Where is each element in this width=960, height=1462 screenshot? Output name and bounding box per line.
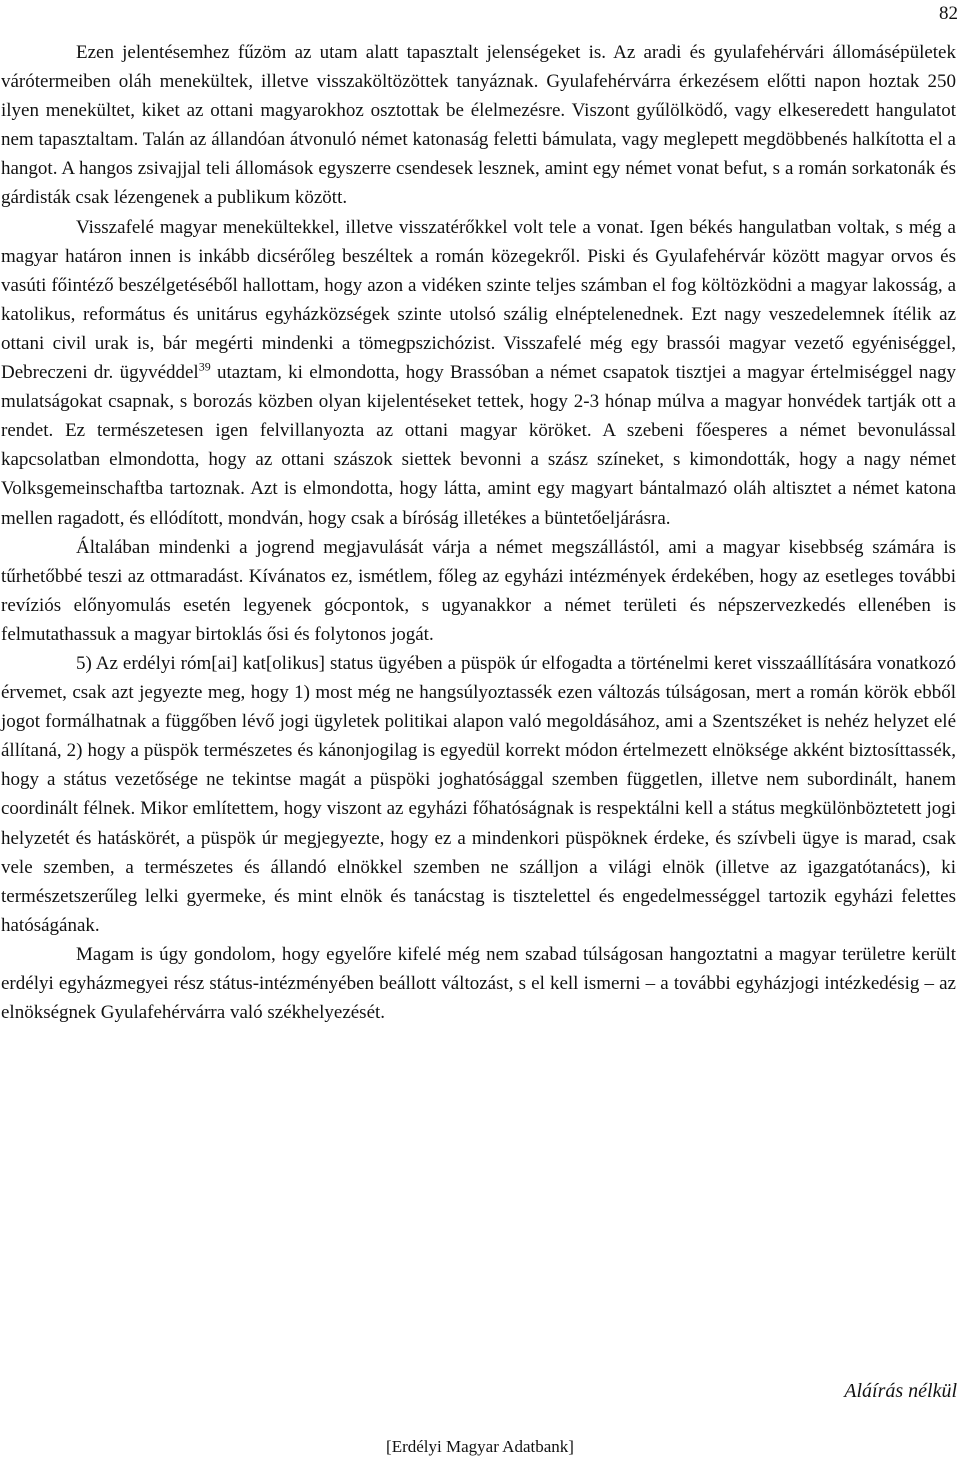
signature-note: Aláírás nélkül	[844, 1380, 957, 1402]
paragraph-2	[1, 213, 956, 533]
footnote-reference: 39	[198, 359, 211, 374]
paragraph-1: Ezen jelentésemhez fűzöm az utam alatt tapasztalt jelenségeket is. Az aradi és gyulafehérvári állomásépületek várótermeiben oláh menekültek, illetve visszaköltözöttek tanyáznak. Gyulafehérvárra érkezésem előtti napon hoztak 250 ilyen menekültet, kiket az ottani magyarokhoz osztottak be élelmezésre. Viszont gyűlölködő, vagy elkeseredett hangulatot nem tapasztaltam. Talán az állandóan átvonuló német katonaság feletti bámulata, vagy meglepett megdöbbenés halkította el a hangot. A hangos zsivajjal teli állomások egyszerre csendesek lesznek, amint egy német vonat befut, s a román sorkatonák és gárdisták csak lézengenek a publikum között.	[1, 42, 956, 209]
paragraph-3: Általában mindenki a jogrend megjavulását várja a német megszállástól, ami a magyar kisebbség számára is tűrhetőbbé teszi az ottmaradást. Kívánatos ez, ismétlem, főleg az egyházi intézmények érdekében, hogy az esetleges további revíziós előnyomulás esetén legyenek gócpontok, s ugyanakkor a német területi és népszervezkedés ellenében is felmutathassuk a magyar birtoklás ősi és folytonos jogát.	[1, 536, 956, 645]
paragraph-4: 5) Az erdélyi róm[ai] kat[olikus] status ügyében a püspök úr elfogadta a történelmi keret visszaállítására vonatkozó érvemet, csak azt jegyezte meg, hogy 1) most még ne hangsúlyoztassék ezen változás túlságosan, mert a román körök ebből jogot formálhatnak a függőben lévő jogi ügyletek politikai alapon való megoldásához, ami a Szentszéket is nehéz helyzet elé állítaná, 2) hogy a püspök természetes és kánonjogilag is egyedül korrekt módon értelmezett elnöksége akként biztosíttassék, hogy a státus vezetősége ne tekintse magát a püspöki joghatósággal szemben független, illetve nem subordinált, hanem coordinált félnek. Mikor említettem, hogy viszont az egyházi főhatóságnak is respektálni kell a státus megkülönböztetett jogi helyzetét és hatáskörét, a püspök úr megjegyezte, hogy ez a mindenkori püspöknek érdeke, és szívbeli ügye is marad, csak vele szemben, a természetes és állandó elnökkel szemben ne szálljon a világi elnök (illetve az igazgatótanács), ki természetszerűleg lelki gyermeke, és mint elnök és tanácstag is tisztelettel és engedelmességgel tartozik egyházi felettes hatóságának.	[1, 652, 956, 936]
paragraph-2-text: Visszafelé magyar menekültekkel, illetve visszatérőkkel volt tele a vonat. Igen békés hangulatban voltak, s még a magyar határon innen is inkább dicsérőleg beszéltek a román közegekről. Piski és Gyulafehérvár között magyar orvos és vasúti főintéző beszélgetéséből hallottam, hogy azon a vidéken szinte teljes számban el fog költözködni a magyar lakosság, a katolikus, református és unitárus egyházközségek szinte utolsó szálig elnéptelenednek. Ezt nagy veszedelemnek ítélik az ottani civil urak is, bár megérti mindenki a tömegpszichózist. Visszafelé még egy brassói magyar vezető egyéniséggel, Debreczeni dr. ügyvéddel	[1, 216, 956, 384]
paragraph-5: Magam is úgy gondolom, hogy egyelőre kifelé még nem szabad túlságosan hangoztatni a magyar területre került erdélyi egyházmegyei rész státus-intézményében beállott változást, s el kell ismerni – a további egyházjogi intézkedésig – az elnökségnek Gyulafehérvárra való székhelyezését.	[1, 943, 956, 1024]
page-number: 82	[939, 3, 958, 24]
document-body	[1, 38, 956, 1027]
paragraph-2-continuation: utaztam, ki elmondotta, hogy Brassóban a német csapatok tisztjei a magyar értelmiséggel nagy mulatságokat csapnak, s borozás közben olyan kijelentéseket tettek, hogy 2-3 hónap múlva a magyar honvédek tartják ott a rendet. Ez természetesen igen felvillanyozta az ottani magyar köröket. A szebeni főesperes a német bevonulással kapcsolatban elmondotta, hogy az ottani szászok siettek bevonni a szász színeket, s kimondották, hogy a nagy német Volksgemeinschaftba tartoznak. Azt is elmondotta, hogy látta, amint egy magyart bántalmazó oláh altisztet a német katona mellen ragadott, és ellódított, mondván, hogy csak a bíróság illetékes a büntetőeljárásra.	[1, 362, 956, 529]
page-footer: [Erdélyi Magyar Adatbank]	[386, 1437, 574, 1456]
